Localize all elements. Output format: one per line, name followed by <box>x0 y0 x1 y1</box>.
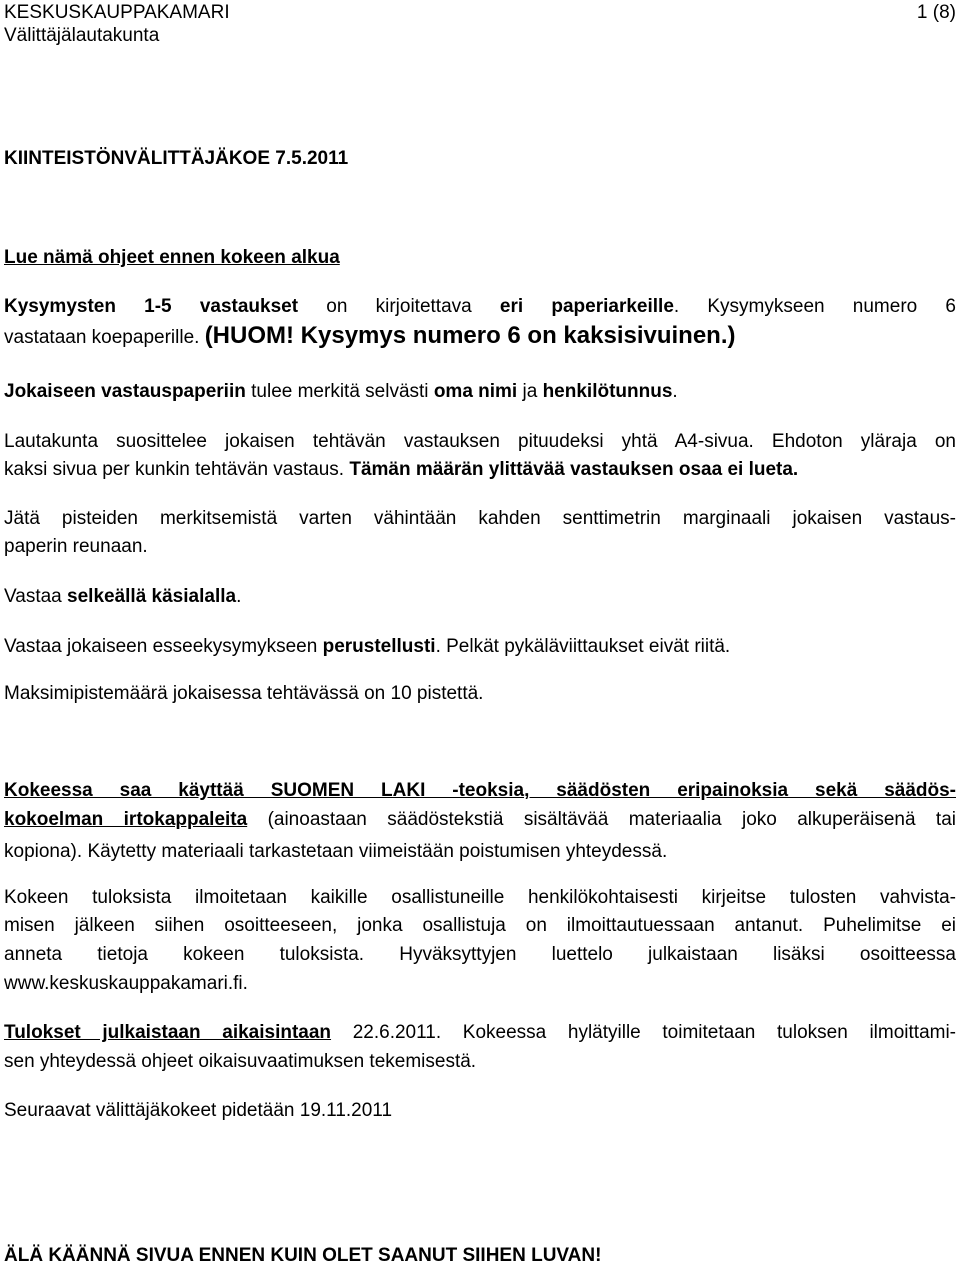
text: kaksi sivua per kunkin tehtävän vastaus. <box>4 459 350 480</box>
next-exam-date: Seuraavat välittäjäkokeet pidetään 19.11.2011 <box>4 1100 393 1121</box>
publish-date-line2: sen yhteydessä ohjeet oikaisuvaatimuksen tekemisestä. <box>4 1051 477 1072</box>
instruction-justify <box>4 635 730 659</box>
publish-date-line1 <box>4 1021 956 1045</box>
exam-title: KIINTEISTÖNVÄLITTÄJÄKOE 7.5.2011 <box>4 148 349 169</box>
department-name: Välittäjälautakunta <box>4 25 160 46</box>
note-two-sided: (HUOM! Kysymys numero 6 on kaksisivuinen.) <box>204 322 736 349</box>
text: . <box>236 586 242 607</box>
text-bold: eri paperiarkeille <box>499 296 674 317</box>
instruction-handwriting <box>4 585 241 609</box>
text: tulee merkitä selvästi <box>245 381 434 402</box>
text: . <box>672 381 678 402</box>
text: 22.6.2011. Kokeessa hylätyille toimitetaan tuloksen ilmoittami- <box>331 1022 957 1043</box>
text: ja <box>517 381 543 402</box>
instruction-answer-sheets-line1 <box>4 295 956 319</box>
organization-name: KESKUSKAUPPAKAMARI <box>4 2 230 23</box>
instruction-length-line2 <box>4 458 798 482</box>
text-bold: henkilötunnus <box>542 381 673 402</box>
instruction-margin-line1: Jätä pisteiden merkitsemistä varten vähintään kahden senttimetrin marginaali jokaisen vastaus- <box>4 508 956 529</box>
text-bold: selkeällä käsialalla <box>67 586 237 607</box>
text: . Kysymykseen numero 6 <box>673 296 956 317</box>
text-bold-underlined: Tulokset julkaistaan aikaisintaan <box>4 1022 332 1043</box>
text-bold: oma nimi <box>433 381 518 402</box>
text: Vastaa <box>4 586 68 607</box>
materials-line2 <box>4 808 956 832</box>
text: . Pelkät pykäläviittaukset eivät riitä. <box>435 636 731 657</box>
footer-warning: ÄLÄ KÄÄNNÄ SIVUA ENNEN KUIN OLET SAANUT SIIHEN LUVAN! <box>4 1245 602 1266</box>
instruction-max-points: Maksimipistemäärä jokaisessa tehtävässä on 10 pistettä. <box>4 683 484 704</box>
instructions-heading: Lue nämä ohjeet ennen kokeen alkua <box>4 247 340 268</box>
results-line4: www.keskuskauppakamari.fi. <box>4 973 248 994</box>
results-line1: Kokeen tuloksista ilmoitetaan kaikille osallistuneille henkilökohtaisesti kirjeitse tulosten vahvista- <box>4 887 956 908</box>
text-bold-underlined: kokoelman irtokappaleita <box>4 809 248 830</box>
instruction-length-line1: Lautakunta suosittelee jokaisen tehtävän vastauksen pituudeksi yhtä A4-sivua. Ehdoton yläraja on <box>4 431 956 452</box>
instruction-margin-line2: paperin reunaan. <box>4 536 148 557</box>
results-line2: misen jälkeen siihen osoitteeseen, jonka osallistuja on ilmoittautuessaan antanut. Puhelimitse ei <box>4 915 956 936</box>
text-bold: Tämän määrän ylittävää vastauksen osaa ei lueta. <box>349 459 799 480</box>
text-bold: Kysymysten 1-5 vastaukset <box>4 296 299 317</box>
text-bold: Jokaiseen vastauspaperiin <box>4 381 246 402</box>
text-bold: perustellusti <box>322 636 436 657</box>
text: (ainoastaan säädöstekstiä sisältävää materiaalia joko alkuperäisenä tai <box>247 809 956 830</box>
text: Vastaa jokaiseen esseekysymykseen <box>4 636 323 657</box>
materials-line1: Kokeessa saa käyttää SUOMEN LAKI -teoksia, säädösten eripainoksia sekä säädös- <box>4 780 956 801</box>
text: vastataan koepaperille. <box>4 327 205 348</box>
page-number: 1 (8) <box>916 2 956 23</box>
instruction-answer-sheets-line2 <box>4 324 736 350</box>
results-line3: anneta tietoja kokeen tuloksista. Hyväksyttyjen luettelo julkaistaan lisäksi osoitteessa <box>4 944 956 965</box>
instruction-name-id <box>4 380 678 404</box>
text: on kirjoitettava <box>298 296 500 317</box>
materials-line3: kopiona). Käytetty materiaali tarkastetaan viimeistään poistumisen yhteydessä. <box>4 841 668 862</box>
